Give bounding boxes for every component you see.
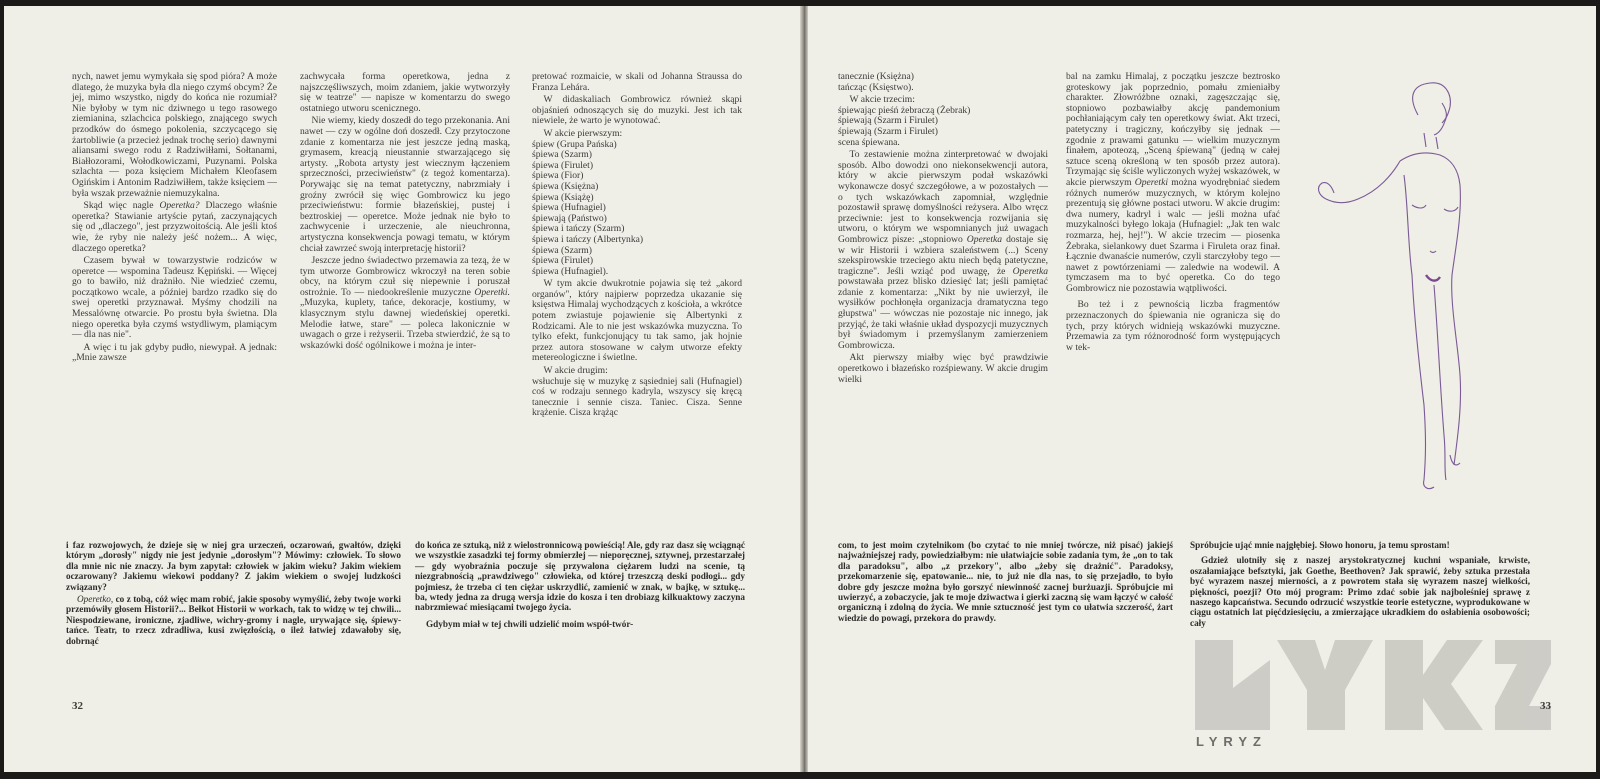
right-quote-column-1 bbox=[838, 540, 1173, 625]
text: „Muzyka, kuplety, tańce, dekoracje, kostiumy, w klasycznym stylu dawnej wiedeńskiej operetki. Melodie łatwe, stare" — poleca lakonicznie w uwagach o grze i reżyserii. Trzeba stwierdzić, że są to wskazówki dość ogólnikowe i można je inter- bbox=[300, 297, 510, 351]
text: Skąd więc nagle bbox=[83, 200, 160, 212]
title-italic: Operetko, bbox=[77, 594, 114, 605]
title-italic: Operetka bbox=[966, 233, 1003, 245]
text: Jeszcze jedno świadectwo przemawia za tezą, że w tym utworze Gombrowicz wkroczył na teren sobie obcy, na którym czuł się niepewnie i poruszał ostrożnie. To — niedookreślenie muzyczne bbox=[300, 255, 510, 298]
quote-paragraph: Spróbujcie ująć mnie najgłębiej. Słowo honoru, ja temu sprostam! bbox=[1190, 540, 1450, 550]
quote-paragraph bbox=[66, 594, 401, 646]
list-item: scena śpiewana. bbox=[838, 136, 900, 148]
title-italic: Operetka bbox=[1012, 265, 1048, 277]
body-left-outline bbox=[1404, 175, 1426, 480]
text: bal na zamku Himalaj, z początku jeszcze beztrosko groteskowy jak poprzednio, pomału zmieniałby charakter. Złowróżbne oznaki, zagęszczając się, stopniowo pozbawiałby akcję pandemonium pochłaniającym cały ten operetkowy świat. Akt trzeci, patetyczny i tragiczny, kończyłby się jednak — zgodnie z prawami gatunku — wielkim muzycznym finałem, apoteozą, „Sceną śpiewaną" (jedną w całej sztuce sceną określoną w ten sposób przez autora). Trzymając się ściśle wyliczonych wyżej wskazówek, w akcie pierwszym bbox=[1066, 71, 1280, 188]
list-item: śpiewają (Szarm i Firulet) bbox=[838, 125, 938, 137]
act2-music-list-end bbox=[838, 72, 1048, 93]
list-item: śpiew (Grupa Pańska) bbox=[532, 138, 617, 150]
quote-paragraph: do końca ze sztuką, niż z wielostronnicową powieścią! Ale, gdy raz dasz się wciągnąć we wszystkie zasadzki tej formy obmierzłej — nieporęcznej, sztywnej, przestarzałej — gdy wyobraźnia poczuje się przywalona ciężarem ludzi na scenie, tą niezgrabnością „prawdziwego" człowieka, od której trzeszczą deski podłogi... gdy pojmiesz, że trzeba ci ten ciężar uskrzydlić, zamienić w znak, w bajkę, w sztukę... ba, wtedy jedna za drugą wersja idzie do kosza i ten drobiazg kilkuaktowy zaczyna nabrzmiewać miesiącami twojego życia. bbox=[415, 540, 745, 613]
chest-detail bbox=[1412, 205, 1458, 211]
paragraph: W tym akcie dwukrotnie pojawia się też „akord organów", który najpierw poprzedza ukazanie się księstwa Himalaj wychodzących z kościoła, a wkrótce potem zwiastuje pojawienie się Albertynki z Rodzicami. Ale to nie jest wskazówka muzyczna. To tylko efekt, funkcjonujący tu tak samo, jak hojnie przez autora stosowane w całym utworze efekty metereologiczne i świetlne. bbox=[532, 278, 742, 364]
list-item: śpiewa (Fior) bbox=[532, 170, 584, 182]
paragraph: A więc i tu jak gdyby pudło, niewypał. A jednak: „Mnie zawsze bbox=[72, 341, 277, 364]
title-italic: Operetki bbox=[1134, 176, 1169, 188]
pelvis-detail bbox=[1426, 275, 1440, 281]
paragraph: pretować rozmaicie, w skali od Johanna Straussa do Franza Lehára. bbox=[532, 71, 742, 93]
hair-outline bbox=[1413, 83, 1451, 123]
act3-music-list bbox=[838, 106, 1048, 148]
paragraph bbox=[72, 201, 277, 254]
act1-music-list bbox=[532, 140, 742, 278]
paragraph: W didaskaliach Gombrowicz również skąpi objaśnień odnoszących się do muzyki. Jest ich tak niewiele, że warto je wynotować. bbox=[532, 94, 742, 127]
list-item: śpiewa (Hufnagiel). bbox=[532, 265, 609, 277]
text: powstawała przez blisko dziesięć lat; jeśli pamiętać zdanie z komentarza: „Nikt by nie uwierzył, ile wysiłków pochłonęła organizacja dramatyczna tego głupstwa" — wówczas nie pozostaje nic innego, jak przyjąć, że taki właśnie układ dyspozycji muzycznych był świadomym i przemyślanym zamierzeniem Gombrowicza. bbox=[838, 276, 1048, 351]
watermark-letter-l bbox=[1195, 640, 1270, 730]
list-item: śpiewa (Firulet) bbox=[532, 159, 594, 171]
list-item: śpiewa (Szarm) bbox=[532, 149, 592, 161]
page-number-left: 32 bbox=[72, 700, 83, 712]
act-heading: W akcie trzecim: bbox=[849, 94, 915, 106]
text: co z tobą, cóż więc mam robić, jakie sposoby wymyślić, żeby twoje worki przemówiły głosem Historii?... Bełkot Historii w workach, tak to widzę w tej chwili... Niespodziewane, ironiczne, zjadliwe, wichry-gromy i nagle, urywające się, śpiewy-tańce. Teatr, to rzecz zdradliwa, kusi zwięzłością, o ileż łatwiej zdawałoby się, dobrnąć bbox=[66, 594, 401, 646]
left-quote-column-1 bbox=[66, 540, 401, 648]
list-item: śpiewają (Państwo) bbox=[532, 212, 607, 224]
watermark-text: LYRYZ bbox=[1196, 734, 1267, 749]
page-number-right: 33 bbox=[1540, 700, 1551, 712]
book-gutter bbox=[800, 6, 808, 772]
paragraph: wsłuchuje się w muzykę z sąsiedniej sali (Hufnagiel) coś w rodzaju sennego kadryla, wszyscy się kręcą tanecznie i sennie cisza. Taniec. Cisza. Senne krążenie. Cisza krążąc bbox=[532, 375, 742, 419]
act-heading: W akcie pierwszym: bbox=[543, 127, 623, 139]
list-item: śpiewa (Szarm) bbox=[532, 244, 592, 256]
list-item: śpiewa i tańczy (Szarm) bbox=[532, 223, 625, 235]
list-item: śpiewając pieśń żebraczą (Żebrak) bbox=[838, 104, 971, 116]
figure-illustration bbox=[1300, 75, 1490, 505]
neck-outline bbox=[1424, 133, 1438, 149]
paragraph: Czasem bywał w towarzystwie rodziców w operetce — wspomina Tadeusz Kępiński. — Więcej go to bawiło, niż drażniło. Nie wiedzieć czemu, początkowo wcale, a później bardzo rzadko się do swej operetki przyznawał. Myśmy chodzili na Messalównę otwarcie. Po prostu była świetna. Dla niego operetka była czymś wstydliwym, plamiącym — dla nas nie". bbox=[72, 255, 277, 341]
watermark-letter-z bbox=[1495, 640, 1551, 730]
text: To zestawienie można zinterpretować w dwojaki sposób. Albo dowodzi ono niekonsekwencji autora, który w akcie pierwszym podał wskazówki wykonawcze dosyć szczegółowe, a w pozostałych — o tych wskazówkach zapomniał, względnie pozostawił sprawę domyślności reżysera. Albo wręcz przeciwnie: jest to konsekwencja rozwijania się utworu, o którym we wspomnianych już uwagach Gombrowicz pisze: „stopniowo bbox=[838, 149, 1048, 245]
paragraph: Akt pierwszy miałby więc być prawdziwie operetkowo i błazeńsko rozśpiewany. W akcie drugim wielki bbox=[838, 352, 1048, 385]
list-item: śpiewają (Szarm i Firulet) bbox=[838, 115, 938, 127]
list-item: tanecznie (Księżna) bbox=[838, 71, 914, 82]
quote-paragraph: Gdybym miał w tej chwili udzielić moim współ-twór- bbox=[426, 618, 634, 629]
quote-paragraph: com, to jest moim czytelnikom (bo czytać to nie mniej twórcze, niż pisać) jakiejś najważniejszej rady, powiedziałbym: nie ułatwiajcie sobie zadania tym, że „on to tak dla paradoksu", albo „z przekory", albo „żeby się drażnić". Paradoksy, przekomarzenie się, epatowanie... nie, to już nie dla nas, to się przejadło, to było dobre gdy jeszcze można było gorszyć niewinność zacnej burżuazji. Spróbujcie mi uwierzyć, a zobaczycie, jak te moje dziwactwa i gierki zaczną się wam łączyć w całość organiczną i zdolną do życia. We mnie sztuczność jest tym co ułatwia szczerość, żart wiedzie do powagi, przekora do prawdy. bbox=[838, 540, 1173, 623]
act-heading: W akcie drugim: bbox=[543, 365, 608, 377]
left-column-2 bbox=[300, 72, 510, 353]
list-item: śpiewa (Firulet) bbox=[532, 255, 594, 267]
right-column-2 bbox=[1066, 72, 1280, 355]
paragraph: zachwycała forma operetkowa, jedna z najszczęśliwszych, moim zdaniem, jakie wytworzyły się w teatrze" — napisze w komentarzu do swego ostatniego utworu scenicznego. bbox=[300, 71, 510, 114]
right-quote-column-2 bbox=[1190, 540, 1530, 630]
paragraph: Nie wiemy, kiedy doszedł do tego przekonania. Ani nawet — czy w ogólne doń doszedł. Czy przytoczone zdanie z komentarza nie jest jeszcze jedną maską, grymasem, kreacją nieustannie stwarzającego się artysty. „Robota artysty jest wiecznym łączeniem sprzeczności, przeciwieństw" (z tegoż komentarza). Porywając się na temat patetyczny, nabrzmiały i groźny zwrócił się więc Gombrowicz ku jego przeciwieństwu: formie błazeńskiej, pustej i beztroskiej — operetce. Może jednak nie było to zachwycenie i urzeczenie, ale nieuchronna, artystyczna konsekwencja powagi tematu, w którym chciał zawrzeć swoją interpretację historii? bbox=[300, 115, 510, 254]
list-item: tańcząc (Księstwo). bbox=[838, 81, 914, 93]
watermark-letter-y bbox=[1277, 640, 1373, 730]
text: można wyodrębniać siedem różnych numerów muzycznych, w którym kolejno prezentują się główne postaci utworu. W akcie drugim: dwa numery, kadryl i walc — jeśli można ufać muzykalności byłego lokaja (Hufnagiel: „Jak ten walc rozmarza, hej, hej!"). W akcie trzecim — piosenka Żebraka, sielankowy duet Szarma i Firuleta oraz finał. Łącznie dwanaście numerów, czyli starczyłoby tego — nawet z powtórzeniami — zaledwie na wodewil. A tymczasem ma to być operetka. Co do tego Gombrowicz nie pozostawia wątpliwości. bbox=[1066, 176, 1280, 294]
left-column-3 bbox=[532, 72, 742, 421]
left-quote-column-2 bbox=[415, 540, 745, 631]
paragraph: nych, nawet jemu wymykała się spod pióra? A może dlatego, że muzyka była dla niego czymś obcym? Że jej, mimo wszystko, nigdy do końca nie rozumiał? Nie byłoby w tym nic dziwnego u tego rasowego ziemianina, szlachcica polskiego, znającego swych przodków do ósmego pokolenia, szczycącego się żartobliwie (a przecież jednak trochę serio) dawnymi aliansami swego rodu z Radziwiłłami, Sołtanami, Białłozorami, Wołodkowiczami, Puzynami. Polska szlachta — poza księciem Michałem Kleofasem Ogińskim i Antonim Radziwiłłem, także księciem — była wszak przeważnie niemuzykalna. bbox=[72, 71, 277, 199]
right-column-1 bbox=[838, 72, 1048, 387]
left-column-1 bbox=[72, 72, 277, 366]
list-item: śpiewa (Hufnagiel) bbox=[532, 202, 606, 214]
list-item: śpiewa i tańczy (Albertynka) bbox=[532, 233, 644, 245]
title-italic: Operetka? bbox=[159, 200, 200, 212]
paragraph bbox=[1066, 72, 1280, 294]
hand-outline bbox=[1319, 183, 1334, 199]
watermark-letter-k bbox=[1385, 640, 1483, 730]
text: Dlaczego właśnie operetka? Stawianie artyście pytań, zaczynających się od „dlaczego", jest przyzwoitością. Ale jeśli ktoś wie, że ryby nie należy jeść nożem... A więc, dlaczego operetka? bbox=[72, 200, 277, 254]
list-item: śpiewa (Książę) bbox=[532, 191, 594, 203]
title-italic: Operetki. bbox=[474, 286, 510, 298]
quote-paragraph: i faz rozwojowych, że dzieje się w niej gra urzeczeń, oczarowań, gwałtów, dzięki którym „dorosły" nigdy nie jest jedynie „dorosłym"? Mówimy: człowiek. To słowo dla mnie nic nie znaczy. Ja bym zapytał: człowiek w jakim wieku? Jakim wiekiem oczarowany? Jakiemu wiekowi poddany? Z jakim wiekiem o swojej ludzkości związany? bbox=[66, 540, 401, 592]
waist-detail bbox=[1430, 251, 1436, 253]
paragraph bbox=[838, 150, 1048, 351]
quote-paragraph: Gdzież ulotniły się z naszej arystokratycznej kuchni wspaniałe, krwiste, oszałamiające befsztyki, jak Goethe, Beethoven? Jak sprawić, żeby sztuka przestała być wyrazem naszej mierności, a z powrotem stała się wyrazem naszej wielkości, piękności, poezji? Oto mój program: Primo zdać sobie jak najboleśniej sprawę z naszego kapcaństwa. Secundo odrzucić wszystkie teorie estetyczne, wyprodukowane w ciągu ostatnich lat pięćdziesięciu, a zmierzające ukradkiem do osłabienia osobowości; cały bbox=[1190, 555, 1530, 628]
torso-outline bbox=[1400, 153, 1461, 465]
paragraph bbox=[300, 256, 510, 351]
list-item: śpiewa (Księżna) bbox=[532, 180, 599, 192]
left-arm-outline bbox=[1326, 161, 1400, 203]
paragraph: Bo też i z pewnością liczba fragmentów przeznaczonych do śpiewania nie ogranicza się do tych, przy których widnieją wskazówki muzyczne. Przemawia za tym różnorodność form występujących w tek- bbox=[1066, 299, 1280, 353]
text: dostaje się w wir Historii i wzbiera szaleństwem (...) Sceny szekspirowskie trzeciego aktu niech będą patetyczne, tragiczne". Jeśli wziąć pod uwagę, że bbox=[838, 233, 1048, 277]
